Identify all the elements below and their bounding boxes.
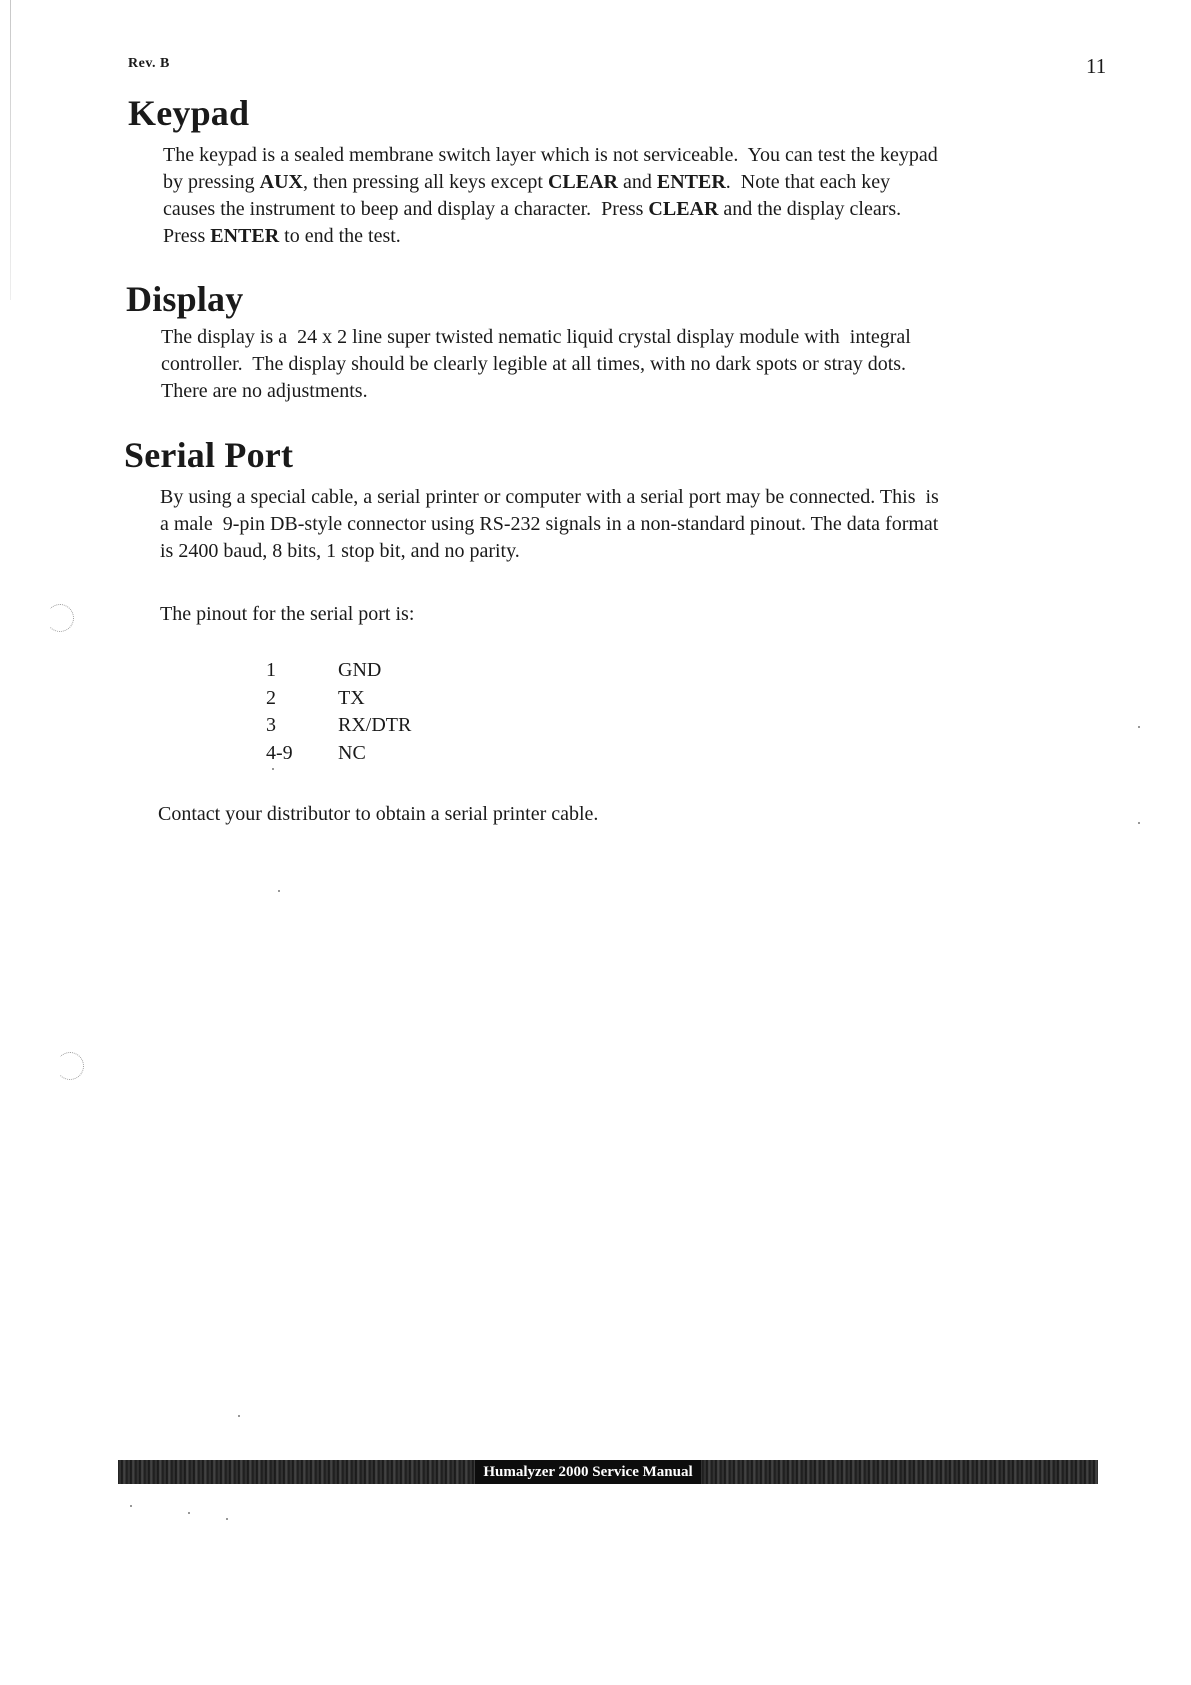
serial-port-paragraph	[160, 484, 939, 565]
display-paragraph	[161, 324, 911, 405]
pinout-row	[266, 687, 411, 715]
pin-number: 1	[266, 659, 276, 681]
pin-signal: GND	[338, 659, 382, 681]
key-name: AUX	[259, 171, 304, 193]
paragraph-line: Press ENTER to end the test.	[163, 225, 401, 247]
pinout-table	[266, 659, 411, 770]
pin-signal: NC	[338, 742, 366, 765]
paragraph-line: is 2400 baud, 8 bits, 1 stop bit, and no parity.	[160, 540, 520, 562]
scan-speck	[130, 1505, 132, 1507]
contact-note: Contact your distributor to obtain a serial printer cable.	[158, 803, 599, 825]
pin-signal: RX/DTR	[338, 714, 412, 737]
pinout-row	[266, 742, 411, 770]
paragraph-line: a male 9-pin DB-style connector using RS-232 signals in a non-standard pinout. The data format	[160, 513, 939, 535]
paragraph-line: causes the instrument to beep and display a character. Press CLEAR and the display clears.	[163, 198, 902, 220]
key-name: ENTER	[210, 225, 280, 247]
paragraph-line: by pressing AUX, then pressing all keys except CLEAR and ENTER. Note that each key	[163, 171, 891, 193]
punch-hole-mark	[56, 1052, 84, 1080]
keypad-paragraph	[163, 142, 938, 250]
paragraph-line: There are no adjustments.	[161, 380, 368, 402]
pin-number: 3	[266, 714, 276, 737]
scan-speck	[238, 1415, 240, 1417]
pin-number: 4-9	[266, 742, 293, 765]
scan-speck	[278, 890, 280, 892]
display-heading: Display	[126, 279, 244, 319]
scan-speck	[226, 1518, 228, 1520]
pinout-row	[266, 714, 411, 742]
paragraph-line: The keypad is a sealed membrane switch layer which is not serviceable. You can test the keypad	[163, 144, 938, 166]
scan-speck	[1138, 822, 1140, 824]
serial-port-heading: Serial Port	[124, 435, 294, 475]
pin-number: 2	[266, 686, 276, 709]
scan-speck	[1138, 726, 1140, 728]
footer-bar	[118, 1460, 1098, 1484]
key-name: CLEAR	[648, 198, 719, 220]
pinout-row	[266, 659, 411, 687]
pin-signal: TX	[338, 686, 365, 709]
binding-edge	[10, 0, 11, 300]
scan-speck	[272, 768, 274, 770]
paragraph-line: controller. The display should be clearly legible at all times, with no dark spots or stray dots.	[161, 353, 907, 375]
paragraph-line: The display is a 24 x 2 line super twisted nematic liquid crystal display module with integral	[161, 326, 911, 348]
key-name: ENTER	[656, 171, 726, 193]
scan-speck	[188, 1512, 190, 1514]
paragraph-line: By using a special cable, a serial printer or computer with a serial port may be connected. This is	[160, 486, 939, 508]
key-name: CLEAR	[547, 171, 618, 193]
page-number: 11	[1086, 54, 1107, 78]
keypad-heading: Keypad	[128, 93, 250, 133]
revision-label: Rev. B	[128, 56, 170, 71]
pinout-intro: The pinout for the serial port is:	[160, 603, 415, 625]
punch-hole-mark	[46, 604, 74, 632]
footer-title: Humalyzer 2000 Service Manual	[475, 1460, 700, 1484]
